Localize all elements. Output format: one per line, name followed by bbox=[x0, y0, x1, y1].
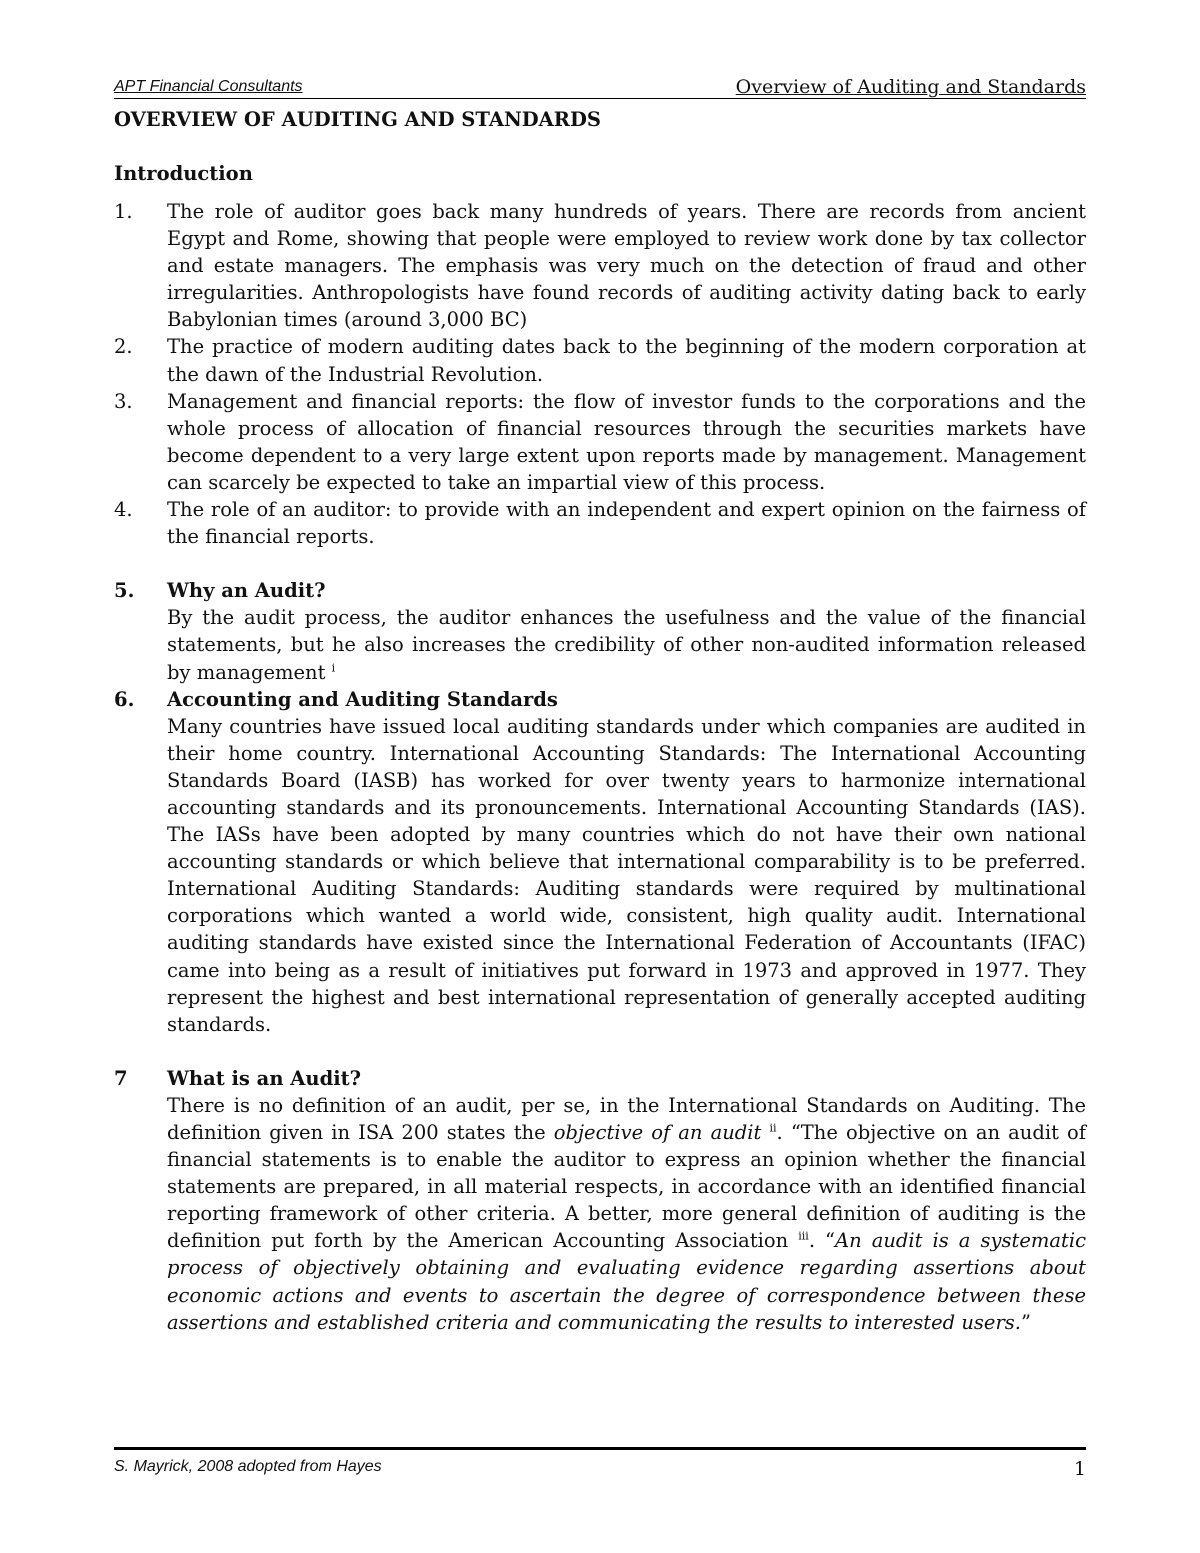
item-text: The role of auditor goes back many hundreds of years. There are records from ancient Egypt and Rome, showing that people were employed to review work done by tax collector and estate managers. The emphasis was very much on the detection of fraud and other irregularities. Anthropologists have found records of auditing activity dating back to early Babylonian times (around 3,000 BC) bbox=[167, 200, 1086, 332]
text-part: . “ bbox=[808, 1229, 836, 1253]
section-what-is-audit bbox=[114, 1065, 1086, 1336]
endnote-ref: ii bbox=[769, 1121, 777, 1135]
spacer bbox=[114, 1038, 1086, 1065]
section-number: 5. bbox=[114, 579, 135, 603]
section-number: 7 bbox=[114, 1066, 128, 1090]
page-number: 1 bbox=[1073, 1458, 1086, 1480]
section-standards bbox=[114, 686, 1086, 1038]
item-text: The practice of modern auditing dates back to the beginning of the modern corporation at the dawn of the Industrial Revolution. bbox=[167, 335, 1086, 386]
text-part: . “The objective on an audit of financial statements is to enable the auditor to express an opinion whether the financial statements are prepared, in all material respects, in accordance with an identified financial reporting framework of other criteria. A better, more general definition of auditing is the definition put forth by the American Accounting Association bbox=[167, 1121, 1086, 1253]
text-part: ” bbox=[1021, 1310, 1031, 1334]
italic-quote: An audit is a systematic process of objectively obtaining and evaluating evidence regarding assertions about economic actions and events to ascertain the degree of correspondence between these assertions and established criteria and communicating the results to interested users. bbox=[167, 1229, 1086, 1334]
item-text: Management and financial reports: the flow of investor funds to the corporations and the whole process of allocation of financial resources through the securities markets have become dependent to a very large extent upon reports made by management. Management can scarcely be expected to take an impartial view of this process. bbox=[167, 389, 1086, 494]
endnote-ref: i bbox=[331, 661, 336, 674]
header-doc-title: Overview of Auditing and Standards bbox=[735, 76, 1086, 98]
intro-item-1 bbox=[114, 198, 1086, 333]
section-number: 6. bbox=[114, 687, 135, 711]
item-number: 3. bbox=[114, 389, 133, 413]
section-heading: What is an Audit? bbox=[167, 1066, 362, 1090]
intro-item-2 bbox=[114, 333, 1086, 387]
item-number: 1. bbox=[114, 200, 133, 223]
section-why-audit bbox=[114, 577, 1086, 685]
page-title: OVERVIEW OF AUDITING AND STANDARDS bbox=[114, 108, 602, 131]
running-header bbox=[114, 76, 1086, 99]
page-footer bbox=[114, 1447, 1086, 1486]
document-body bbox=[114, 106, 1086, 1336]
section-heading: Why an Audit? bbox=[167, 579, 326, 603]
intro-item-3 bbox=[114, 388, 1086, 496]
section-text bbox=[167, 1092, 1086, 1336]
section-text-body: By the audit process, the auditor enhances the usefulness and the value of the financial statements, but he also increases the credibility of other non-audited information released by management bbox=[167, 606, 1086, 684]
endnote-ref: iii bbox=[798, 1229, 809, 1243]
section-text bbox=[167, 604, 1086, 685]
item-number: 2. bbox=[114, 335, 133, 359]
section-text: Many countries have issued local auditing standards under which companies are audited in their home country. International Accounting Standards: The International Accounting Standards Board (IASB) has worked for over twenty years to harmonize international accounting standards and its pronouncements. International Accounting Standards (IAS). The IASs have been adopted by many countries which do not have their own national accounting standards or which believe that international comparability is to be preferred. International Auditing Standards: Auditing standards were required by multinational corporations which wanted a world wide, consistent, high quality audit. International auditing standards have existed since the International Federation of Accountants (IFAC) came into being as a result of initiatives put forward in 1973 and approved in 1977. They represent the highest and best international representation of generally accepted auditing standards. bbox=[167, 714, 1086, 1036]
footer-credit: S. Mayrick, 2008 adopted from Hayes bbox=[114, 1458, 382, 1475]
section-heading: Accounting and Auditing Standards bbox=[167, 687, 558, 711]
text-part: There is no definition of an audit, per se, in the International Standards on Auditing. The definition given in ISA 200 states the bbox=[167, 1093, 1086, 1144]
item-text: The role of an auditor: to provide with an independent and expert opinion on the fairness of the financial reports. bbox=[167, 498, 1086, 549]
italic-term: objective of an audit bbox=[553, 1121, 762, 1144]
intro-item-4 bbox=[114, 496, 1086, 550]
item-number: 4. bbox=[114, 498, 133, 522]
introduction-heading: Introduction bbox=[114, 162, 253, 185]
header-company: APT Financial Consultants bbox=[114, 78, 303, 95]
spacer bbox=[114, 550, 1086, 577]
